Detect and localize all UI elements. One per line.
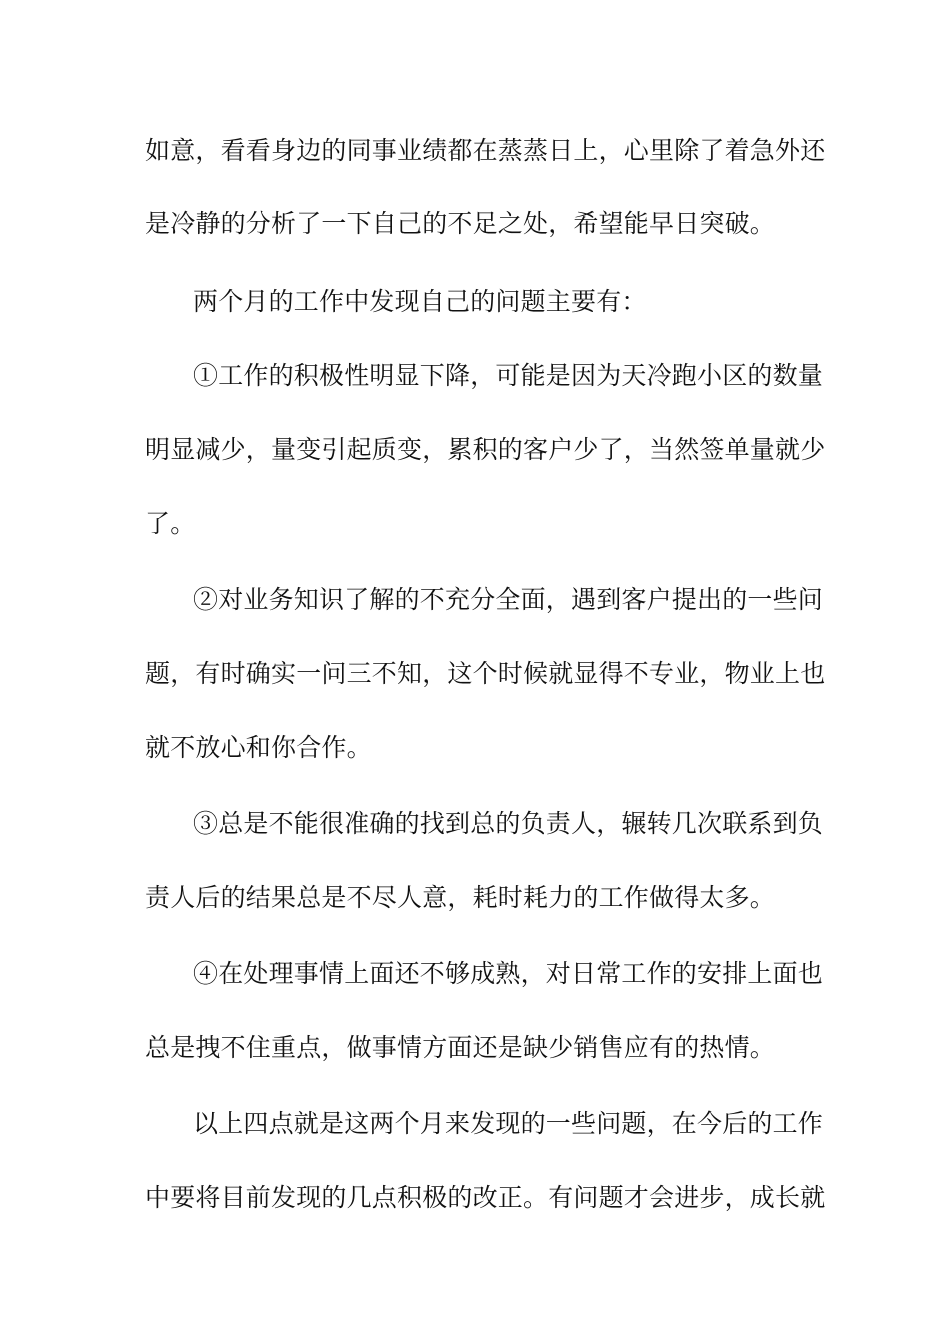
text-line-10: ③总是不能很准确的找到总的负责人，辗转几次联系到负 (193, 809, 824, 838)
text-line-9: 就不放心和你合作。 (145, 733, 372, 762)
text-line-8: 题，有时确实一问三不知，这个时候就显得不专业，物业上也 (145, 659, 826, 688)
text-line-5: 明显减少，量变引起质变，累积的客户少了，当然签单量就少 (145, 435, 826, 464)
text-line-6: 了。 (145, 509, 196, 538)
text-line-12: ④在处理事情上面还不够成熟，对日常工作的安排上面也 (193, 959, 824, 988)
text-line-1: 如意，看看身边的同事业绩都在蒸蒸日上，心里除了着急外还 (145, 136, 826, 165)
text-line-4: ①工作的积极性明显下降，可能是因为天冷跑小区的数量 (193, 361, 824, 390)
text-line-14: 以上四点就是这两个月来发现的一些问题，在今后的工作 (193, 1109, 824, 1138)
text-line-2: 是冷静的分析了一下自己的不足之处，希望能早日突破。 (145, 209, 776, 238)
text-line-7: ②对业务知识了解的不充分全面，遇到客户提出的一些问 (193, 585, 824, 614)
text-line-13: 总是拽不住重点，做事情方面还是缺少销售应有的热情。 (145, 1033, 776, 1062)
text-line-11: 责人后的结果总是不尽人意，耗时耗力的工作做得太多。 (145, 883, 776, 912)
text-line-3: 两个月的工作中发现自己的问题主要有： (193, 287, 647, 316)
text-line-15: 中要将目前发现的几点积极的改正。有问题才会进步，成长就 (145, 1183, 826, 1212)
